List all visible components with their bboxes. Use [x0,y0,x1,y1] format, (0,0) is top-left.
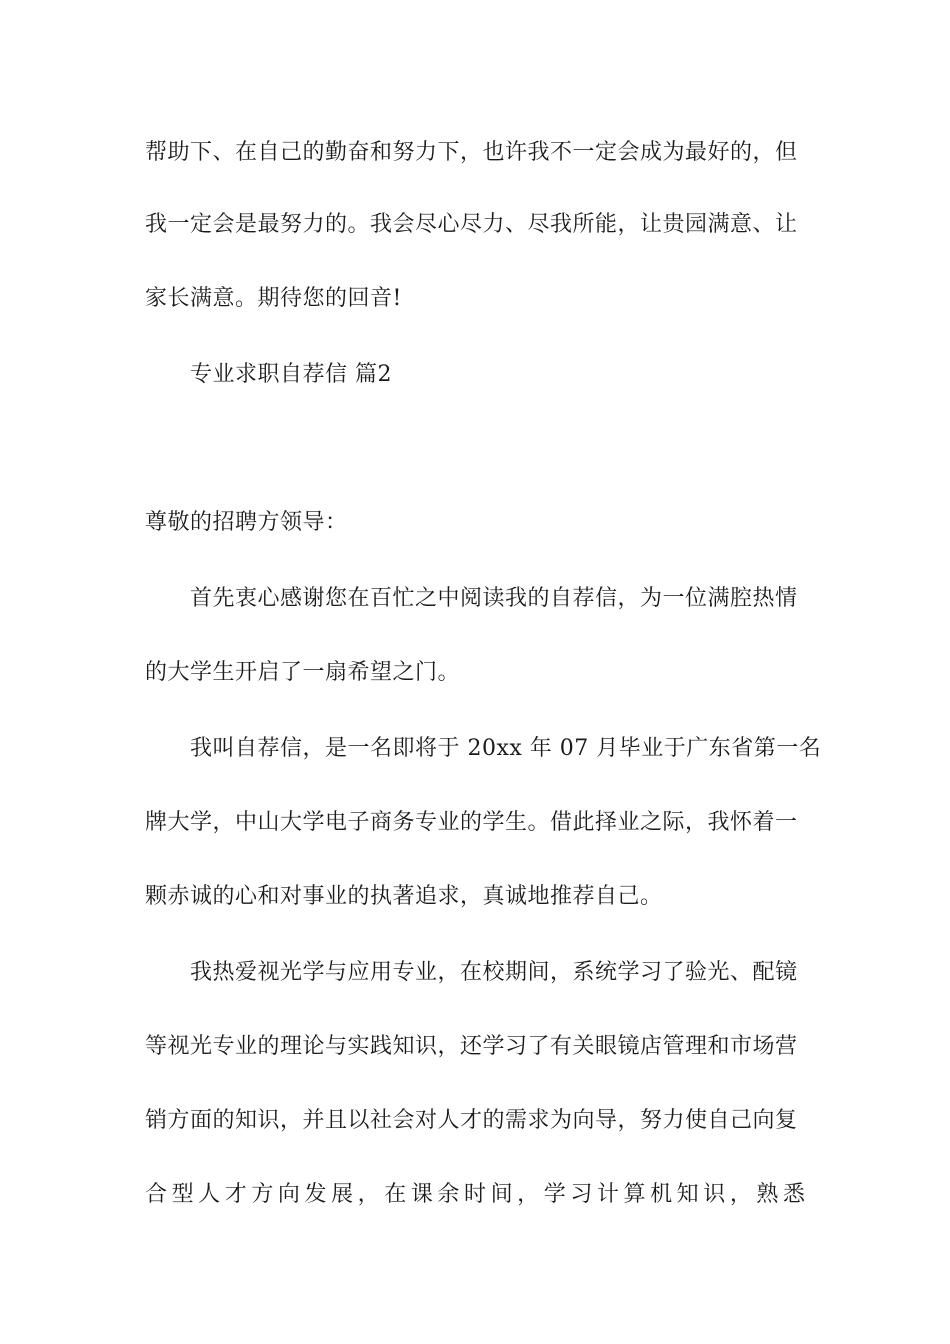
paragraph-line: 我一定会是最努力的。我会尽心尽力、尽我所能，让贵园满意、让 [145,212,798,237]
paragraph-line: 我叫自荐信，是一名即将于 20xx 年 07 月毕业于广东省第一名 [190,736,822,761]
paragraph-line: 合型人才方向发展，在课余时间，学习计算机知识，熟悉 [145,1182,805,1207]
section-heading: 专业求职自荐信 篇2 [190,362,392,387]
paragraph-line: 的大学生开启了一扇希望之门。 [145,660,461,685]
paragraph-line: 帮助下、在自己的勤奋和努力下，也许我不一定会成为最好的，但 [145,140,798,165]
paragraph-line: 牌大学，中山大学电子商务专业的学生。借此择业之际，我怀着一 [145,810,798,835]
paragraph-line: 家长满意。期待您的回音! [145,286,402,311]
paragraph-line: 我热爱视光学与应用专业，在校期间，系统学习了验光、配镜 [190,960,798,985]
paragraph-line: 等视光专业的理论与实践知识，还学习了有关眼镜店管理和市场营 [145,1034,798,1059]
salutation: 尊敬的招聘方领导： [145,510,348,535]
paragraph-line: 销方面的知识，并且以社会对人才的需求为向导，努力使自己向复 [145,1108,798,1133]
paragraph-line: 首先衷心感谢您在百忙之中阅读我的自荐信，为一位满腔热情 [190,586,798,611]
paragraph-line: 颗赤诚的心和对事业的执著追求，真诚地推荐自己。 [145,884,663,909]
